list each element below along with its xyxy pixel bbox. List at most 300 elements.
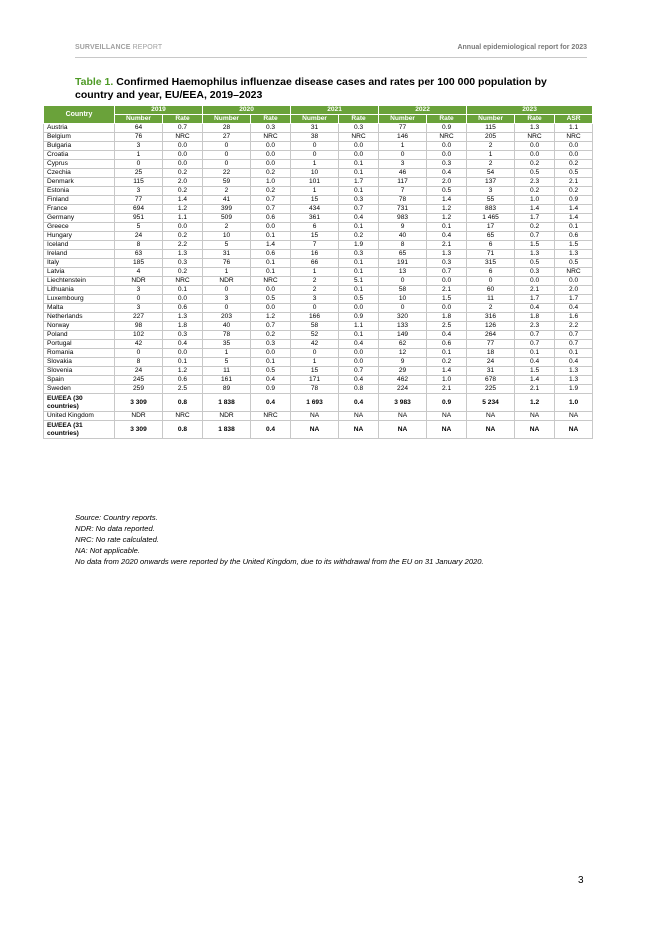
value-cell: 137: [467, 178, 515, 187]
value-cell: 46: [379, 169, 427, 178]
value-cell: 1.7: [515, 214, 555, 223]
year-header: 2019: [115, 106, 203, 115]
value-cell: 40: [203, 322, 251, 331]
value-cell: 5: [115, 223, 163, 232]
value-cell: 115: [467, 124, 515, 133]
value-cell: 8: [115, 358, 163, 367]
value-cell: 0.0: [251, 142, 291, 151]
value-cell: 0.0: [251, 349, 291, 358]
value-cell: 1.4: [555, 214, 593, 223]
value-cell: 0.4: [339, 394, 379, 412]
table-row: [44, 214, 593, 223]
value-cell: 0.6: [163, 376, 203, 385]
value-cell: 4: [115, 268, 163, 277]
value-cell: 1.5: [515, 241, 555, 250]
country-cell: Hungary: [44, 232, 115, 241]
value-cell: 2: [467, 160, 515, 169]
rate-subheader: Rate: [251, 115, 291, 124]
value-cell: 55: [467, 196, 515, 205]
table-row: [44, 223, 593, 232]
value-cell: 0.4: [427, 169, 467, 178]
table-notes: [75, 512, 484, 567]
value-cell: 1.5: [555, 241, 593, 250]
value-cell: 0: [203, 151, 251, 160]
value-cell: 0.0: [251, 286, 291, 295]
value-cell: 171: [291, 376, 339, 385]
value-cell: NA: [379, 412, 427, 421]
value-cell: 17: [467, 223, 515, 232]
rate-subheader: Rate: [339, 115, 379, 124]
value-cell: 29: [379, 367, 427, 376]
country-cell: Germany: [44, 214, 115, 223]
country-cell: Croatia: [44, 151, 115, 160]
value-cell: 0: [291, 142, 339, 151]
value-cell: 10: [379, 295, 427, 304]
value-cell: 0.1: [251, 358, 291, 367]
value-cell: 0.4: [339, 340, 379, 349]
value-cell: 126: [467, 322, 515, 331]
value-cell: 2.2: [555, 322, 593, 331]
value-cell: NRC: [555, 268, 593, 277]
value-cell: NA: [467, 412, 515, 421]
value-cell: 78: [379, 196, 427, 205]
country-cell: Slovakia: [44, 358, 115, 367]
value-cell: 0.1: [339, 187, 379, 196]
value-cell: 59: [203, 178, 251, 187]
value-cell: 0.0: [163, 223, 203, 232]
value-cell: 65: [379, 250, 427, 259]
value-cell: 0.0: [339, 151, 379, 160]
value-cell: 0.2: [515, 187, 555, 196]
value-cell: 31: [291, 124, 339, 133]
value-cell: 1: [379, 142, 427, 151]
value-cell: 28: [203, 124, 251, 133]
value-cell: 0.0: [515, 277, 555, 286]
table-row: [44, 322, 593, 331]
value-cell: NA: [427, 421, 467, 439]
value-cell: 24: [115, 232, 163, 241]
value-cell: 54: [467, 169, 515, 178]
value-cell: 0.3: [163, 331, 203, 340]
value-cell: 259: [115, 385, 163, 394]
country-cell: Belgium: [44, 133, 115, 142]
value-cell: 0.1: [555, 349, 593, 358]
country-cell: Poland: [44, 331, 115, 340]
country-cell: France: [44, 205, 115, 214]
value-cell: 1: [115, 151, 163, 160]
table-row: [44, 394, 593, 412]
value-cell: 1.2: [163, 205, 203, 214]
value-cell: 0.7: [555, 340, 593, 349]
value-cell: 2: [203, 223, 251, 232]
value-cell: 0.2: [515, 223, 555, 232]
value-cell: 35: [203, 340, 251, 349]
table-row: [44, 232, 593, 241]
value-cell: 0.6: [163, 304, 203, 313]
value-cell: NDR: [203, 277, 251, 286]
value-cell: 0.0: [163, 142, 203, 151]
value-cell: 0.7: [339, 205, 379, 214]
value-cell: 0.0: [555, 142, 593, 151]
report-title-label: Annual epidemiological report for 2023: [457, 44, 587, 51]
table-row: [44, 160, 593, 169]
value-cell: 399: [203, 205, 251, 214]
note-source: Source: Country reports.: [75, 513, 158, 522]
table-row: [44, 277, 593, 286]
value-cell: 2.3: [515, 178, 555, 187]
country-cell: Sweden: [44, 385, 115, 394]
table-number: Table 1.: [75, 76, 114, 88]
value-cell: 3 309: [115, 394, 163, 412]
value-cell: 0.5: [251, 295, 291, 304]
table-row: [44, 196, 593, 205]
value-cell: 0.0: [555, 277, 593, 286]
value-cell: 2.0: [163, 178, 203, 187]
value-cell: 0.1: [339, 169, 379, 178]
value-cell: 0.1: [427, 223, 467, 232]
value-cell: 1 693: [291, 394, 339, 412]
value-cell: NA: [291, 412, 339, 421]
value-cell: 0: [203, 142, 251, 151]
value-cell: NRC: [339, 133, 379, 142]
value-cell: 1.3: [515, 250, 555, 259]
country-cell: Slovenia: [44, 367, 115, 376]
value-cell: 2.1: [427, 241, 467, 250]
value-cell: 42: [291, 340, 339, 349]
value-cell: 1: [203, 268, 251, 277]
value-cell: 0.8: [163, 421, 203, 439]
value-cell: NRC: [163, 133, 203, 142]
value-cell: 1 465: [467, 214, 515, 223]
value-cell: 1 838: [203, 394, 251, 412]
value-cell: 1.3: [163, 250, 203, 259]
value-cell: 0.7: [555, 331, 593, 340]
value-cell: 462: [379, 376, 427, 385]
value-cell: 0: [379, 304, 427, 313]
value-cell: 78: [291, 385, 339, 394]
value-cell: 191: [379, 259, 427, 268]
value-cell: 0.8: [339, 385, 379, 394]
value-cell: 2.1: [427, 385, 467, 394]
country-cell: Finland: [44, 196, 115, 205]
value-cell: 0.4: [555, 358, 593, 367]
value-cell: 161: [203, 376, 251, 385]
value-cell: 1.8: [163, 322, 203, 331]
value-cell: 203: [203, 313, 251, 322]
table-row: [44, 367, 593, 376]
value-cell: 0.4: [251, 421, 291, 439]
value-cell: 6: [291, 223, 339, 232]
value-cell: 0.0: [251, 151, 291, 160]
country-cell: Norway: [44, 322, 115, 331]
value-cell: 0.9: [339, 313, 379, 322]
value-cell: 9: [379, 223, 427, 232]
value-cell: 15: [291, 196, 339, 205]
number-subheader: Number: [467, 115, 515, 124]
country-cell: Estonia: [44, 187, 115, 196]
value-cell: 2.2: [163, 241, 203, 250]
value-cell: 1.8: [427, 313, 467, 322]
value-cell: 1.4: [427, 196, 467, 205]
value-cell: 1.4: [555, 205, 593, 214]
value-cell: 8: [115, 241, 163, 250]
value-cell: 1.6: [555, 313, 593, 322]
value-cell: NRC: [515, 133, 555, 142]
table-row: [44, 304, 593, 313]
value-cell: 1: [291, 160, 339, 169]
value-cell: 0.1: [251, 232, 291, 241]
value-cell: NRC: [163, 277, 203, 286]
value-cell: 315: [467, 259, 515, 268]
value-cell: 2: [291, 277, 339, 286]
value-cell: 0.4: [163, 340, 203, 349]
value-cell: NRC: [251, 133, 291, 142]
value-cell: 0.1: [251, 259, 291, 268]
table-row: [44, 178, 593, 187]
value-cell: 0.7: [515, 331, 555, 340]
table-row: [44, 412, 593, 421]
year-header: 2023: [467, 106, 593, 115]
value-cell: 0.0: [427, 142, 467, 151]
value-cell: 0.3: [427, 259, 467, 268]
value-cell: 117: [379, 178, 427, 187]
country-cell: Iceland: [44, 241, 115, 250]
value-cell: 22: [203, 169, 251, 178]
value-cell: 0.0: [339, 349, 379, 358]
value-cell: 13: [379, 268, 427, 277]
value-cell: 1.4: [515, 205, 555, 214]
value-cell: 0.7: [427, 268, 467, 277]
value-cell: 0.0: [515, 151, 555, 160]
value-cell: 0.2: [251, 331, 291, 340]
cases-table: [43, 105, 593, 439]
value-cell: 10: [291, 169, 339, 178]
value-cell: 2.3: [515, 322, 555, 331]
table-row: [44, 241, 593, 250]
table-title-text: Confirmed Haemophilus influenzae disease cases and rates per 100 000 population by country and year, EU/EEA, 2019–2023: [75, 76, 547, 101]
value-cell: 31: [467, 367, 515, 376]
value-cell: 1.3: [163, 313, 203, 322]
value-cell: 434: [291, 205, 339, 214]
value-cell: 58: [379, 286, 427, 295]
value-cell: 1.2: [251, 313, 291, 322]
value-cell: 0.8: [163, 394, 203, 412]
value-cell: 0.0: [163, 151, 203, 160]
value-cell: 101: [291, 178, 339, 187]
country-cell: Greece: [44, 223, 115, 232]
value-cell: 0.1: [339, 160, 379, 169]
value-cell: 0.1: [339, 259, 379, 268]
table-row: [44, 250, 593, 259]
value-cell: 77: [467, 340, 515, 349]
value-cell: 0.4: [427, 232, 467, 241]
value-cell: 40: [379, 232, 427, 241]
value-cell: 0.3: [251, 340, 291, 349]
value-cell: 0.0: [251, 223, 291, 232]
value-cell: 509: [203, 214, 251, 223]
value-cell: 2.0: [427, 178, 467, 187]
value-cell: 0.0: [339, 142, 379, 151]
value-cell: 1.7: [515, 295, 555, 304]
value-cell: 1.7: [339, 178, 379, 187]
table-row: [44, 376, 593, 385]
value-cell: 0.4: [555, 304, 593, 313]
value-cell: 0.1: [163, 286, 203, 295]
rate-subheader: Rate: [427, 115, 467, 124]
value-cell: 6: [467, 268, 515, 277]
value-cell: 225: [467, 385, 515, 394]
value-cell: 2.1: [427, 286, 467, 295]
table-body: [44, 124, 593, 439]
value-cell: 0: [203, 304, 251, 313]
value-cell: 0.0: [427, 304, 467, 313]
value-cell: 361: [291, 214, 339, 223]
value-cell: 0: [115, 160, 163, 169]
value-cell: 0.3: [339, 196, 379, 205]
value-cell: 2.1: [555, 178, 593, 187]
value-cell: 0.0: [339, 304, 379, 313]
value-cell: 3: [467, 187, 515, 196]
value-cell: 0.2: [555, 187, 593, 196]
value-cell: 0.0: [251, 304, 291, 313]
value-cell: NA: [515, 412, 555, 421]
value-cell: 0.9: [427, 394, 467, 412]
value-cell: 0.1: [251, 268, 291, 277]
value-cell: NDR: [115, 412, 163, 421]
value-cell: 0.2: [163, 268, 203, 277]
value-cell: 0.1: [339, 268, 379, 277]
value-cell: 883: [467, 205, 515, 214]
value-cell: 3 309: [115, 421, 163, 439]
value-cell: 1.5: [515, 367, 555, 376]
asr-subheader: ASR: [555, 115, 593, 124]
value-cell: 316: [467, 313, 515, 322]
value-cell: 1.3: [555, 367, 593, 376]
value-cell: 0.2: [339, 232, 379, 241]
value-cell: 1 838: [203, 421, 251, 439]
value-cell: NA: [339, 412, 379, 421]
value-cell: 133: [379, 322, 427, 331]
value-cell: 9: [379, 358, 427, 367]
value-cell: 0.7: [515, 340, 555, 349]
value-cell: 102: [115, 331, 163, 340]
value-cell: 0.5: [515, 169, 555, 178]
value-cell: 0.3: [251, 124, 291, 133]
table-row: [44, 133, 593, 142]
value-cell: 0.7: [251, 322, 291, 331]
note-nrc: NRC: No rate calculated.: [75, 535, 159, 544]
value-cell: NRC: [251, 412, 291, 421]
value-cell: 11: [467, 295, 515, 304]
value-cell: 0.5: [555, 259, 593, 268]
value-cell: 0: [379, 151, 427, 160]
value-cell: 0.1: [515, 349, 555, 358]
table-row: [44, 313, 593, 322]
value-cell: 0.2: [427, 358, 467, 367]
page-number: 3: [578, 875, 584, 886]
value-cell: 146: [379, 133, 427, 142]
value-cell: 0.6: [555, 232, 593, 241]
country-cell: Portugal: [44, 340, 115, 349]
value-cell: 951: [115, 214, 163, 223]
value-cell: 1: [291, 187, 339, 196]
value-cell: 0.4: [427, 331, 467, 340]
value-cell: 0.1: [163, 358, 203, 367]
value-cell: 1: [291, 268, 339, 277]
value-cell: 1.7: [555, 295, 593, 304]
rate-subheader: Rate: [163, 115, 203, 124]
value-cell: 7: [379, 187, 427, 196]
number-subheader: Number: [203, 115, 251, 124]
value-cell: 2: [467, 304, 515, 313]
value-cell: 1: [203, 349, 251, 358]
value-cell: 58: [291, 322, 339, 331]
value-cell: 166: [291, 313, 339, 322]
value-cell: NA: [427, 412, 467, 421]
note-na: NA: Not applicable.: [75, 546, 141, 555]
value-cell: 0: [467, 277, 515, 286]
value-cell: 24: [115, 367, 163, 376]
value-cell: 115: [115, 178, 163, 187]
year-header: 2020: [203, 106, 291, 115]
value-cell: NRC: [555, 133, 593, 142]
value-cell: 0.0: [427, 277, 467, 286]
value-cell: 0.1: [339, 286, 379, 295]
value-cell: 0.1: [339, 331, 379, 340]
value-cell: 27: [203, 133, 251, 142]
value-cell: 12: [379, 349, 427, 358]
value-cell: 678: [467, 376, 515, 385]
number-subheader: Number: [291, 115, 339, 124]
value-cell: 0.3: [339, 124, 379, 133]
country-cell: Cyprus: [44, 160, 115, 169]
value-cell: 0.3: [427, 160, 467, 169]
value-cell: 1.0: [251, 178, 291, 187]
value-cell: 0.2: [251, 169, 291, 178]
value-cell: 0.1: [427, 349, 467, 358]
value-cell: 71: [467, 250, 515, 259]
table-row: [44, 349, 593, 358]
note-ndr: NDR: No data reported.: [75, 524, 155, 533]
value-cell: 2.5: [163, 385, 203, 394]
country-cell: Luxembourg: [44, 295, 115, 304]
table-row: [44, 286, 593, 295]
value-cell: 2.5: [427, 322, 467, 331]
value-cell: 149: [379, 331, 427, 340]
value-cell: 0.0: [163, 295, 203, 304]
value-cell: 3: [115, 187, 163, 196]
value-cell: 64: [115, 124, 163, 133]
value-cell: 16: [291, 250, 339, 259]
value-cell: 0.4: [251, 394, 291, 412]
value-cell: 0.9: [251, 385, 291, 394]
value-cell: 24: [467, 358, 515, 367]
table-row: [44, 331, 593, 340]
value-cell: 0.2: [515, 160, 555, 169]
value-cell: 0.5: [427, 187, 467, 196]
value-cell: 0.6: [251, 250, 291, 259]
country-cell: EU/EEA (31 countries): [44, 421, 115, 439]
value-cell: 18: [467, 349, 515, 358]
value-cell: 0: [115, 295, 163, 304]
value-cell: 0.0: [339, 358, 379, 367]
value-cell: 2: [203, 187, 251, 196]
table-caption: [75, 76, 575, 102]
value-cell: 76: [203, 259, 251, 268]
value-cell: 0: [203, 286, 251, 295]
value-cell: 78: [203, 331, 251, 340]
table-row: [44, 259, 593, 268]
